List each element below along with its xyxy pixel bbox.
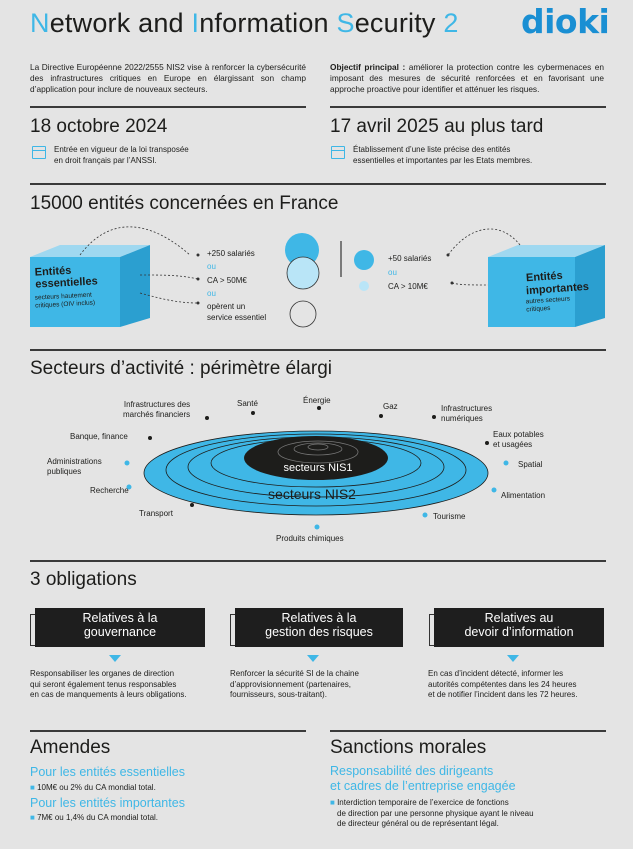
sector-label: Administrations publiques — [47, 457, 102, 476]
divider — [30, 183, 606, 185]
fine-essential-label: Pour les entités essentielles — [30, 765, 185, 779]
obligation-text: En cas d’incident détecté, informer les autorités compétentes dans les 24 heures et de notifier l’incident dans les 72 heures. — [428, 669, 578, 699]
sector-label: Spatial — [518, 460, 543, 469]
sector-label: Eaux potables et usagées — [493, 430, 544, 449]
intro-right: Objectif principal : améliorer la protection contre les cybermenaces en imposant des mesures de sécurité renforcées et en favorisant une approche proactive pour identifier et atténuer les risques. — [330, 62, 604, 94]
sector-label: Gaz — [383, 402, 398, 411]
sector-label: Santé — [237, 399, 258, 408]
arrow-down-icon — [507, 655, 519, 662]
divider — [30, 730, 306, 732]
intro-left: La Directive Européenne 2022/2555 NIS2 vise à renforcer la cybersécurité des infrastructures critiques en Europe en élargissant son champ d’application pour inclure de nouveaux secteurs. — [30, 62, 306, 94]
calendar-icon — [331, 146, 345, 159]
fine-important-label: Pour les entités importantes — [30, 796, 185, 810]
sanctions-heading: Sanctions morales — [330, 737, 487, 758]
sector-label: Alimentation — [501, 491, 546, 500]
size-circle — [354, 250, 374, 270]
arrow-down-icon — [109, 655, 121, 662]
fine-essential-value: ■ 10M€ ou 2% du CA mondial total. — [30, 783, 156, 792]
criteria-label: +250 salariés — [207, 249, 255, 258]
sector-label: Banque, finance — [70, 432, 128, 441]
sector-label: Produits chimiques — [276, 534, 344, 543]
fine-important-value: ■ 7M€ ou 1,4% du CA mondial total. — [30, 813, 159, 822]
box-side — [120, 245, 150, 327]
divider — [330, 730, 606, 732]
sector-label: Transport — [139, 509, 173, 518]
or-label: ou — [207, 262, 216, 271]
obligation-text: Renforcer la sécurité SI de la chaine d’approvisionnement (partenaires, fournisseurs, sous-traitant). — [230, 669, 359, 699]
sector-label: Infrastructures des marchés financiers — [123, 400, 191, 419]
divider — [30, 106, 306, 108]
criteria-label: +50 salariés — [388, 254, 432, 263]
arrow-down-icon — [307, 655, 319, 662]
criteria-label: CA > 50M€ — [207, 276, 247, 285]
calendar-icon — [32, 146, 46, 159]
dioki-logo: dioki — [521, 2, 610, 41]
obligation-governance: Relatives à la gouvernance — [35, 608, 205, 647]
or-label: ou — [388, 268, 397, 277]
nis1-label: secteurs NIS1 — [283, 462, 353, 474]
obligation-risk: Relatives à la gestion des risques — [235, 608, 403, 647]
or-label: ou — [207, 289, 216, 298]
date-heading: 18 octobre 2024 — [30, 116, 168, 137]
date-description: Entrée en vigueur de la loi transposée en droit français par l’ANSSI. — [54, 145, 189, 165]
sanctions-subtitle: Responsabilité des dirigeants et cadres de l’entreprise engagée — [330, 764, 516, 793]
divider — [330, 106, 606, 108]
criteria-label: opèrent un service essentiel — [207, 302, 267, 322]
date-heading: 17 avril 2025 au plus tard — [330, 116, 544, 137]
obligations-heading: 3 obligations — [30, 569, 137, 590]
amendes-heading: Amendes — [30, 737, 111, 758]
sector-label: Infrastructures numériques — [441, 404, 493, 423]
sanctions-text: ■ Interdiction temporaire de l’exercice de fonctions de direction par une personne physique ayant le niveau de directeur général ou de représentant légal. — [330, 798, 534, 828]
entities-heading: 15000 entités concernées en France — [30, 193, 339, 214]
sector-label: Énergie — [303, 396, 331, 405]
sector-label: Recherche — [90, 486, 129, 495]
nis2-label: secteurs NIS2 — [268, 486, 356, 502]
size-circle — [290, 301, 316, 327]
page-title: Network and Information Security 2 — [30, 8, 459, 38]
essential-entities-box: Entités essentielles secteurs hautement critiques (OIV inclus) — [30, 257, 120, 327]
size-circle — [359, 281, 369, 291]
size-circle — [287, 257, 319, 289]
obligation-information: Relatives au devoir d’information — [434, 608, 604, 647]
criteria-label: CA > 10M€ — [388, 282, 428, 291]
sector-label: Tourisme — [433, 512, 466, 521]
obligation-text: Responsabiliser les organes de direction qui seront également tenus responsables en cas de manquements à leurs obligations. — [30, 669, 187, 699]
divider — [30, 560, 606, 562]
sectors-heading: Secteurs d’activité : périmètre élargi — [30, 358, 333, 379]
date-description: Établissement d’une liste précise des entités essentielles et importantes par les Etats membres. — [353, 145, 533, 165]
divider — [30, 349, 606, 351]
important-entities-box: Entités importantes autres secteurs critiques — [488, 257, 575, 327]
